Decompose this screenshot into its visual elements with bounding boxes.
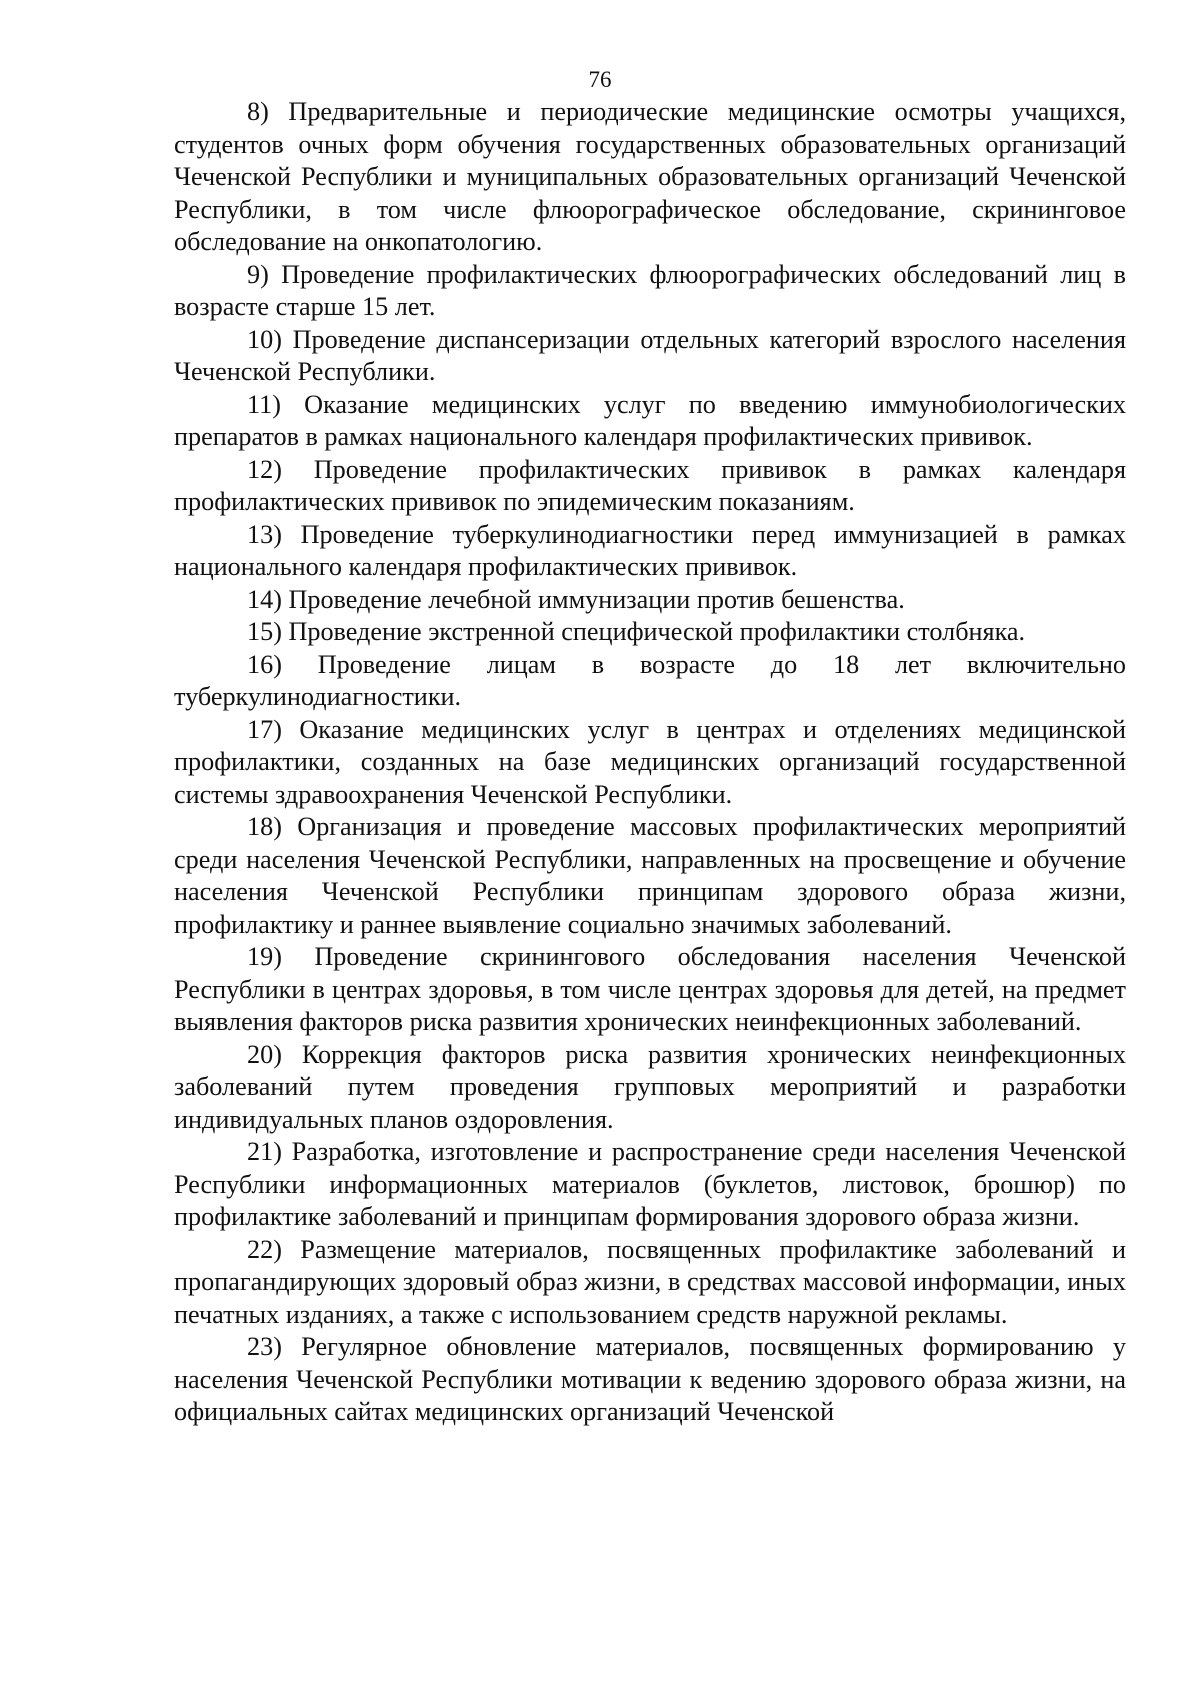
paragraph-item-10: 10) Проведение диспансеризации отдельных категорий взрослого населения Чеченской Республики.	[174, 324, 1126, 386]
paragraph-item-8: 8) Предварительные и периодические медицинские осмотры учащихся, студентов очных форм обучения государственных образовательных организаций Чеченской Республики и муниципальных образовательных организаций Чеченской Республики, в том числе флюорографическое обследование, скрининговое обследование на онкопатологию.	[174, 97, 1126, 256]
paragraph-item-12: 12) Проведение профилактических прививок в рамках календаря профилактических прививок по эпидемическим показаниям.	[174, 454, 1126, 516]
paragraph-item-9: 9) Проведение профилактических флюорографических обследований лиц в возрасте старше 15 лет.	[174, 259, 1126, 321]
paragraph-item-13: 13) Проведение туберкулинодиагностики перед иммунизацией в рамках национального календаря профилактических прививок.	[174, 519, 1126, 581]
paragraph-item-21: 21) Разработка, изготовление и распространение среди населения Чеченской Республики информационных материалов (буклетов, листовок, брошюр) по профилактике заболеваний и принципам формирования здорового образа жизни.	[174, 1137, 1126, 1231]
paragraph-item-17: 17) Оказание медицинских услуг в центрах и отделениях медицинской профилактики, созданных на базе медицинских организаций государственной системы здравоохранения Чеченской Республики.	[174, 714, 1126, 809]
paragraph-item-19: 19) Проведение скринингового обследования населения Чеченской Республики в центрах здоровья, в том числе центрах здоровья для детей, на предмет выявления факторов риска развития хронических неинфекционных заболеваний.	[174, 942, 1126, 1036]
paragraph-item-14: 14) Проведение лечебной иммунизации против бешенства.	[247, 584, 905, 614]
document-body	[174, 96, 1126, 1429]
paragraph-item-22: 22) Размещение материалов, посвященных профилактике заболеваний и пропагандирующих здоровый образ жизни, в средствах массовой информации, иных печатных изданиях, а также с использованием средств наружной рекламы.	[174, 1234, 1126, 1329]
paragraph-item-15: 15) Проведение экстренной специфической профилактики столбняка.	[247, 617, 1026, 646]
paragraph-item-23: 23) Регулярное обновление материалов, посвященных формированию у населения Чеченской Республики мотивации к ведению здорового образа жизни, на официальных сайтах медицинских организаций Чеченской	[174, 1332, 1126, 1426]
paragraph-item-20: 20) Коррекция факторов риска развития хронических неинфекционных заболеваний путем проведения групповых мероприятий и разработки индивидуальных планов оздоровления.	[174, 1039, 1126, 1134]
paragraph-item-16: 16) Проведение лицам в возрасте до 18 лет включительно туберкулинодиагностики.	[174, 649, 1126, 711]
paragraph-item-11: 11) Оказание медицинских услуг по введению иммунобиологических препаратов в рамках национального календаря профилактических прививок.	[174, 389, 1126, 451]
paragraph-item-18: 18) Организация и проведение массовых профилактических мероприятий среди населения Чеченской Республики, направленных на просвещение и обучение населения Чеченской Республики принципам здорового образа жизни, профилактику и раннее выявление социально значимых заболеваний.	[174, 812, 1126, 939]
page-number: 76	[588, 67, 612, 92]
